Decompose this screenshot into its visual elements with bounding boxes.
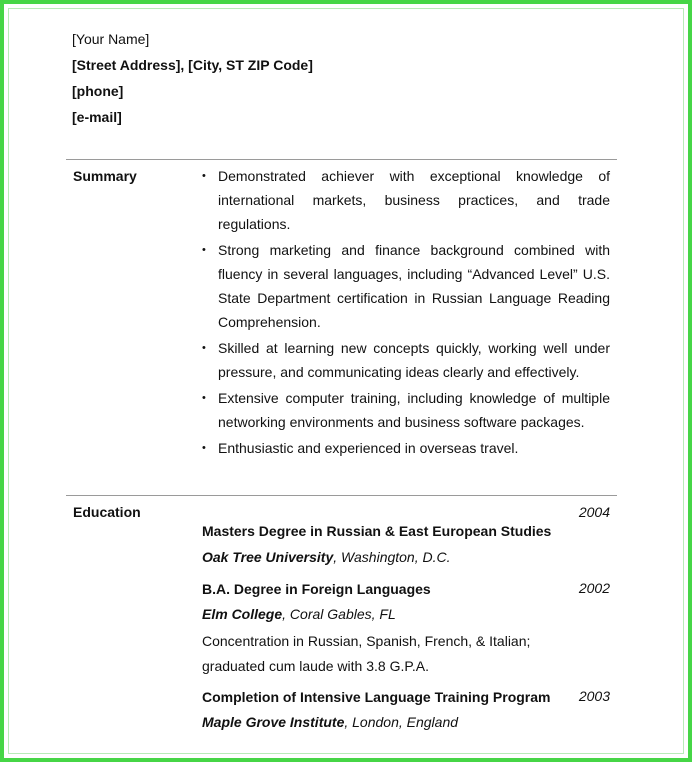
school-line: [202, 713, 612, 731]
school-location: , London, England: [344, 714, 459, 730]
bullet-icon: •: [202, 244, 206, 256]
contact-name: [Your Name]: [72, 31, 150, 47]
school-name: Oak Tree University: [202, 549, 334, 565]
bullet-icon: •: [202, 342, 206, 354]
degree-title: Masters Degree in Russian & East European Studies: [202, 523, 552, 539]
bullet-icon: •: [202, 170, 206, 182]
summary-divider: [66, 159, 617, 160]
contact-block: [72, 30, 313, 134]
education-year: 2003: [578, 688, 610, 704]
contact-address: [Street Address], [City, ST ZIP Code]: [72, 57, 313, 73]
bullet-icon: •: [202, 442, 206, 454]
education-entry: [202, 688, 612, 731]
school-name: Maple Grove Institute: [202, 714, 345, 730]
education-entry: [202, 504, 612, 566]
summary-item: • Demonstrated achiever with exceptional knowledge of international markets, business practices, and trade regulations.: [200, 164, 610, 236]
summary-item: • Extensive computer training, including knowledge of multiple networking environments and business software packages.: [200, 386, 610, 434]
education-entry: [202, 580, 612, 679]
bullet-icon: •: [202, 392, 206, 404]
education-notes: Concentration in Russian, Spanish, French, & Italian; graduated cum laude with 3.8 G.P.A.: [202, 633, 531, 674]
summary-item: • Skilled at learning new concepts quickly, working well under pressure, and communicating ideas clearly and effectively.: [200, 336, 610, 384]
school-location: , Washington, D.C.: [333, 549, 451, 565]
summary-item: • Enthusiastic and experienced in overseas travel.: [200, 436, 610, 460]
school-name: Elm College: [202, 606, 283, 622]
education-year: 2004: [578, 504, 610, 520]
degree-title: Completion of Intensive Language Training Program: [202, 689, 551, 705]
school-line: [202, 548, 612, 566]
contact-email: [e-mail]: [72, 109, 122, 125]
education-year: 2002: [578, 580, 610, 596]
summary-heading: Summary: [73, 168, 137, 184]
education-divider: [66, 495, 617, 496]
education-heading: Education: [73, 504, 141, 520]
summary-item: • Strong marketing and finance background combined with fluency in several languages, including “Advanced Level” U.S. State Department certification in Russian Language Reading Comprehension.: [200, 238, 610, 334]
school-line: [202, 605, 612, 623]
contact-phone: [phone]: [72, 83, 124, 99]
degree-title: B.A. Degree in Foreign Languages: [202, 581, 431, 597]
summary-list: [200, 164, 610, 462]
school-location: , Coral Gables, FL: [282, 606, 396, 622]
